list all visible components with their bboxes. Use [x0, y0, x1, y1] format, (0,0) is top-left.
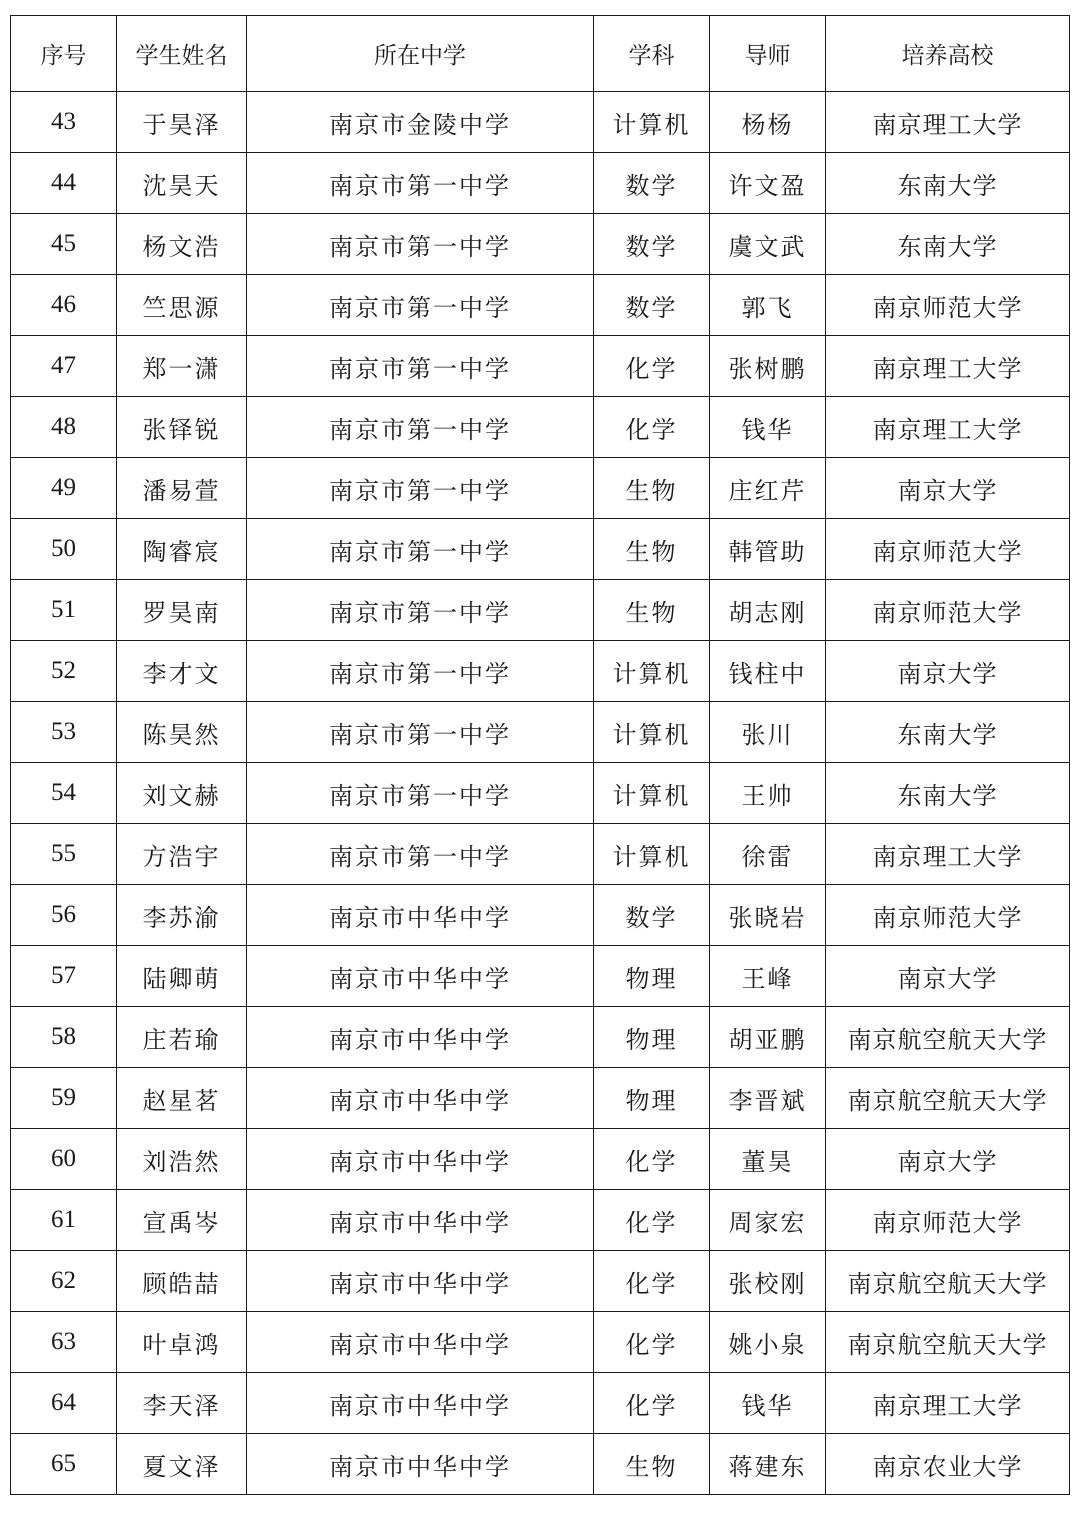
table-row: [11, 275, 1070, 336]
table-row: [11, 641, 1070, 702]
cell-student-name: 李天泽: [117, 1373, 247, 1434]
table-row: [11, 1068, 1070, 1129]
cell-index: 65: [11, 1434, 117, 1495]
cell-student-name: 陶睿宸: [117, 519, 247, 580]
cell-mentor: 杨杨: [710, 92, 826, 153]
cell-school: 南京市中华中学: [247, 885, 594, 946]
cell-mentor: 郭飞: [710, 275, 826, 336]
cell-university: 南京理工大学: [826, 1373, 1070, 1434]
cell-student-name: 陈昊然: [117, 702, 247, 763]
cell-student-name: 顾皓喆: [117, 1251, 247, 1312]
cell-student-name: 李苏渝: [117, 885, 247, 946]
cell-index: 53: [11, 702, 117, 763]
cell-student-name: 李才文: [117, 641, 247, 702]
cell-subject: 化学: [594, 336, 710, 397]
table-row: [11, 1190, 1070, 1251]
cell-university: 南京航空航天大学: [826, 1068, 1070, 1129]
cell-university: 南京农业大学: [826, 1434, 1070, 1495]
cell-index: 64: [11, 1373, 117, 1434]
cell-school: 南京市第一中学: [247, 580, 594, 641]
cell-mentor: 徐雷: [710, 824, 826, 885]
table-row: [11, 92, 1070, 153]
cell-subject: 数学: [594, 885, 710, 946]
cell-university: 南京师范大学: [826, 885, 1070, 946]
cell-mentor: 钱华: [710, 1373, 826, 1434]
cell-school: 南京市第一中学: [247, 214, 594, 275]
cell-subject: 化学: [594, 1129, 710, 1190]
table-row: [11, 763, 1070, 824]
cell-subject: 计算机: [594, 763, 710, 824]
cell-index: 49: [11, 458, 117, 519]
cell-student-name: 夏文泽: [117, 1434, 247, 1495]
cell-school: 南京市中华中学: [247, 1190, 594, 1251]
cell-school: 南京市第一中学: [247, 336, 594, 397]
cell-school: 南京市第一中学: [247, 824, 594, 885]
cell-university: 南京师范大学: [826, 580, 1070, 641]
cell-student-name: 刘浩然: [117, 1129, 247, 1190]
cell-school: 南京市第一中学: [247, 275, 594, 336]
cell-school: 南京市中华中学: [247, 946, 594, 1007]
cell-student-name: 赵星茗: [117, 1068, 247, 1129]
cell-school: 南京市中华中学: [247, 1129, 594, 1190]
cell-mentor: 虞文武: [710, 214, 826, 275]
table-row: [11, 580, 1070, 641]
cell-university: 南京大学: [826, 1129, 1070, 1190]
cell-mentor: 庄红芹: [710, 458, 826, 519]
cell-student-name: 叶卓鸿: [117, 1312, 247, 1373]
table-row: [11, 1434, 1070, 1495]
cell-index: 47: [11, 336, 117, 397]
cell-student-name: 庄若瑜: [117, 1007, 247, 1068]
cell-student-name: 潘易萱: [117, 458, 247, 519]
cell-index: 52: [11, 641, 117, 702]
table-row: [11, 702, 1070, 763]
table-row: [11, 458, 1070, 519]
cell-subject: 化学: [594, 1251, 710, 1312]
cell-school: 南京市中华中学: [247, 1068, 594, 1129]
cell-index: 58: [11, 1007, 117, 1068]
cell-mentor: 钱华: [710, 397, 826, 458]
cell-student-name: 陆卿萌: [117, 946, 247, 1007]
table-row: [11, 824, 1070, 885]
header-mentor: 导师: [710, 16, 826, 92]
cell-student-name: 沈昊天: [117, 153, 247, 214]
table-row: [11, 1373, 1070, 1434]
cell-mentor: 张校刚: [710, 1251, 826, 1312]
cell-student-name: 罗昊南: [117, 580, 247, 641]
table-row: [11, 1007, 1070, 1068]
cell-mentor: 周家宏: [710, 1190, 826, 1251]
cell-school: 南京市第一中学: [247, 702, 594, 763]
cell-subject: 生物: [594, 1434, 710, 1495]
cell-index: 48: [11, 397, 117, 458]
cell-mentor: 张川: [710, 702, 826, 763]
table-row: [11, 519, 1070, 580]
table-row: [11, 153, 1070, 214]
cell-university: 南京航空航天大学: [826, 1312, 1070, 1373]
cell-index: 57: [11, 946, 117, 1007]
cell-university: 南京航空航天大学: [826, 1007, 1070, 1068]
cell-index: 44: [11, 153, 117, 214]
cell-student-name: 方浩宇: [117, 824, 247, 885]
cell-subject: 化学: [594, 1312, 710, 1373]
cell-school: 南京市第一中学: [247, 763, 594, 824]
cell-university: 东南大学: [826, 214, 1070, 275]
cell-mentor: 钱柱中: [710, 641, 826, 702]
header-index: 序号: [11, 16, 117, 92]
cell-index: 63: [11, 1312, 117, 1373]
cell-mentor: 胡亚鹏: [710, 1007, 826, 1068]
cell-subject: 物理: [594, 1068, 710, 1129]
header-subject: 学科: [594, 16, 710, 92]
cell-subject: 计算机: [594, 702, 710, 763]
cell-mentor: 姚小泉: [710, 1312, 826, 1373]
cell-index: 50: [11, 519, 117, 580]
cell-index: 59: [11, 1068, 117, 1129]
cell-subject: 数学: [594, 153, 710, 214]
cell-university: 南京理工大学: [826, 336, 1070, 397]
cell-subject: 计算机: [594, 92, 710, 153]
header-row: [11, 16, 1070, 92]
cell-index: 54: [11, 763, 117, 824]
table-row: [11, 946, 1070, 1007]
table-row: [11, 885, 1070, 946]
cell-school: 南京市第一中学: [247, 397, 594, 458]
cell-index: 62: [11, 1251, 117, 1312]
cell-university: 东南大学: [826, 763, 1070, 824]
cell-university: 南京师范大学: [826, 1190, 1070, 1251]
table-row: [11, 397, 1070, 458]
table-row: [11, 214, 1070, 275]
header-university: 培养高校: [826, 16, 1070, 92]
cell-subject: 计算机: [594, 824, 710, 885]
student-mentor-table: [10, 15, 1070, 1495]
cell-subject: 物理: [594, 1007, 710, 1068]
cell-index: 61: [11, 1190, 117, 1251]
cell-school: 南京市中华中学: [247, 1434, 594, 1495]
cell-student-name: 宣禹岑: [117, 1190, 247, 1251]
cell-university: 东南大学: [826, 153, 1070, 214]
cell-student-name: 竺思源: [117, 275, 247, 336]
cell-subject: 生物: [594, 458, 710, 519]
cell-index: 43: [11, 92, 117, 153]
cell-student-name: 张铎锐: [117, 397, 247, 458]
cell-index: 45: [11, 214, 117, 275]
cell-index: 46: [11, 275, 117, 336]
table-row: [11, 1312, 1070, 1373]
cell-mentor: 王峰: [710, 946, 826, 1007]
cell-subject: 化学: [594, 397, 710, 458]
cell-subject: 生物: [594, 519, 710, 580]
cell-university: 南京师范大学: [826, 519, 1070, 580]
cell-school: 南京市中华中学: [247, 1312, 594, 1373]
cell-university: 南京理工大学: [826, 92, 1070, 153]
header-student-name: 学生姓名: [117, 16, 247, 92]
cell-index: 55: [11, 824, 117, 885]
cell-student-name: 刘文赫: [117, 763, 247, 824]
cell-university: 南京航空航天大学: [826, 1251, 1070, 1312]
cell-subject: 化学: [594, 1373, 710, 1434]
cell-school: 南京市中华中学: [247, 1007, 594, 1068]
cell-mentor: 张树鹏: [710, 336, 826, 397]
cell-student-name: 郑一潇: [117, 336, 247, 397]
cell-mentor: 李晋斌: [710, 1068, 826, 1129]
cell-school: 南京市金陵中学: [247, 92, 594, 153]
cell-subject: 生物: [594, 580, 710, 641]
cell-mentor: 张晓岩: [710, 885, 826, 946]
cell-mentor: 许文盈: [710, 153, 826, 214]
cell-university: 东南大学: [826, 702, 1070, 763]
header-school: 所在中学: [247, 16, 594, 92]
cell-subject: 化学: [594, 1190, 710, 1251]
cell-subject: 数学: [594, 214, 710, 275]
cell-university: 南京大学: [826, 946, 1070, 1007]
cell-school: 南京市第一中学: [247, 641, 594, 702]
cell-mentor: 韩管助: [710, 519, 826, 580]
cell-subject: 数学: [594, 275, 710, 336]
table-body: [11, 92, 1070, 1495]
cell-mentor: 胡志刚: [710, 580, 826, 641]
cell-mentor: 蒋建东: [710, 1434, 826, 1495]
cell-school: 南京市第一中学: [247, 519, 594, 580]
cell-university: 南京理工大学: [826, 824, 1070, 885]
cell-university: 南京师范大学: [826, 275, 1070, 336]
cell-subject: 物理: [594, 946, 710, 1007]
table-row: [11, 1251, 1070, 1312]
table-row: [11, 336, 1070, 397]
cell-index: 51: [11, 580, 117, 641]
cell-mentor: 王帅: [710, 763, 826, 824]
cell-index: 56: [11, 885, 117, 946]
cell-student-name: 于昊泽: [117, 92, 247, 153]
cell-school: 南京市第一中学: [247, 458, 594, 519]
cell-subject: 计算机: [594, 641, 710, 702]
cell-university: 南京理工大学: [826, 397, 1070, 458]
cell-school: 南京市中华中学: [247, 1251, 594, 1312]
cell-university: 南京大学: [826, 641, 1070, 702]
cell-student-name: 杨文浩: [117, 214, 247, 275]
cell-mentor: 董昊: [710, 1129, 826, 1190]
table-row: [11, 1129, 1070, 1190]
cell-index: 60: [11, 1129, 117, 1190]
cell-school: 南京市第一中学: [247, 153, 594, 214]
cell-school: 南京市中华中学: [247, 1373, 594, 1434]
cell-university: 南京大学: [826, 458, 1070, 519]
